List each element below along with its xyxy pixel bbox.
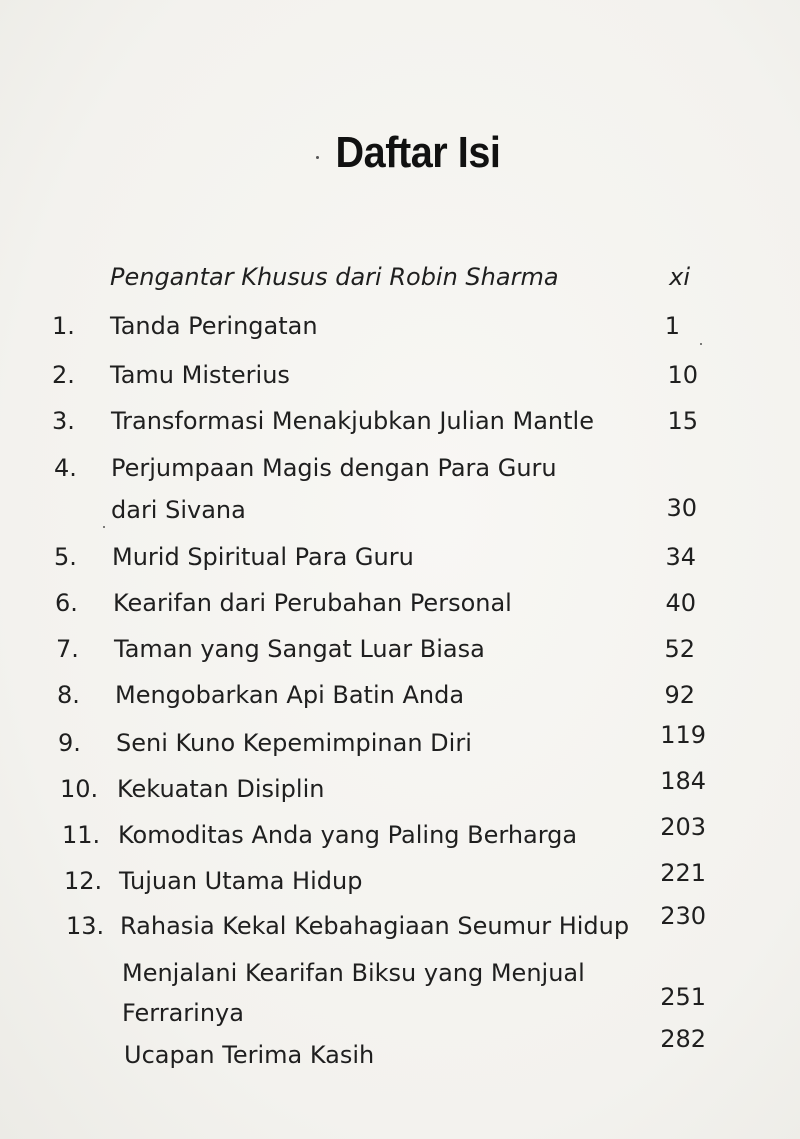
toc-entry-title: Murid Spiritual Para Guru [112,543,414,571]
page-title: Daftar Isi [335,128,501,177]
toc-entry-title: Tamu Misterius [110,361,290,389]
toc-closing-title: Menjalani Kearifan Biksu yang Menjual [122,959,585,987]
toc-intro-page: xi [669,263,690,291]
toc-entry-title: Seni Kuno Kepemimpinan Diri [116,729,472,757]
toc-closing-title-continued: Ferrarinya [122,999,244,1027]
toc-entry-page: 230 [660,902,706,930]
print-speck [700,343,702,345]
toc-entry-title: Mengobarkan Api Batin Anda [115,681,465,709]
toc-entry-title: Perjumpaan Magis dengan Para Guru [111,454,557,482]
toc-entry-number: 10. [60,775,99,803]
toc-entry-number: 9. [58,729,81,757]
toc-entry-number: 7. [56,635,79,663]
toc-entry-number: 12. [64,867,103,895]
toc-entry-title: Taman yang Sangat Luar Biasa [114,635,485,663]
toc-entry-page: 1 [664,312,680,340]
toc-entry-number: 8. [57,681,80,709]
toc-entry-page: 40 [665,589,696,617]
toc-entry-page: 119 [660,721,706,749]
toc-entry-page: 221 [660,859,706,887]
toc-entry-number: 11. [62,821,101,849]
print-speck [103,526,105,528]
toc-entry-number: 3. [52,407,75,435]
toc-entry-page: 34 [665,543,696,571]
toc-entry-number: 13. [66,912,105,940]
toc-entry-number: 2. [52,361,75,389]
toc-entry-page: 30 [666,494,697,522]
toc-intro-title: Pengantar Khusus dari Robin Sharma [110,263,559,291]
toc-closing-page: 282 [660,1025,706,1053]
toc-entry-page: 203 [660,813,706,841]
toc-entry-title: Tujuan Utama Hidup [119,867,363,895]
toc-closing-page: 251 [660,983,706,1011]
toc-entry-number: 4. [54,454,77,482]
toc-entry-number: 1. [52,312,75,340]
toc-entry-number: 6. [55,589,78,617]
toc-entry-title: Kearifan dari Perubahan Personal [113,589,512,617]
toc-closing-title: Ucapan Terima Kasih [124,1041,375,1069]
toc-entry-title-continued: dari Sivana [111,496,246,524]
toc-entry-number: 5. [54,543,77,571]
toc-entry-page: 10 [667,361,698,389]
toc-entry-page: 52 [664,635,695,663]
toc-entry-page: 184 [660,767,706,795]
toc-entry-title: Rahasia Kekal Kebahagiaan Seumur Hidup [120,912,630,940]
toc-entry-page: 92 [664,681,695,709]
toc-entry-page: 15 [667,407,698,435]
toc-entry-title: Tanda Peringatan [110,312,318,340]
toc-entry-title: Kekuatan Disiplin [117,775,325,803]
toc-entry-title: Komoditas Anda yang Paling Berharga [118,821,578,849]
toc-entry-title: Transformasi Menakjubkan Julian Mantle [111,407,594,435]
toc-entry-row [0,453,800,533]
